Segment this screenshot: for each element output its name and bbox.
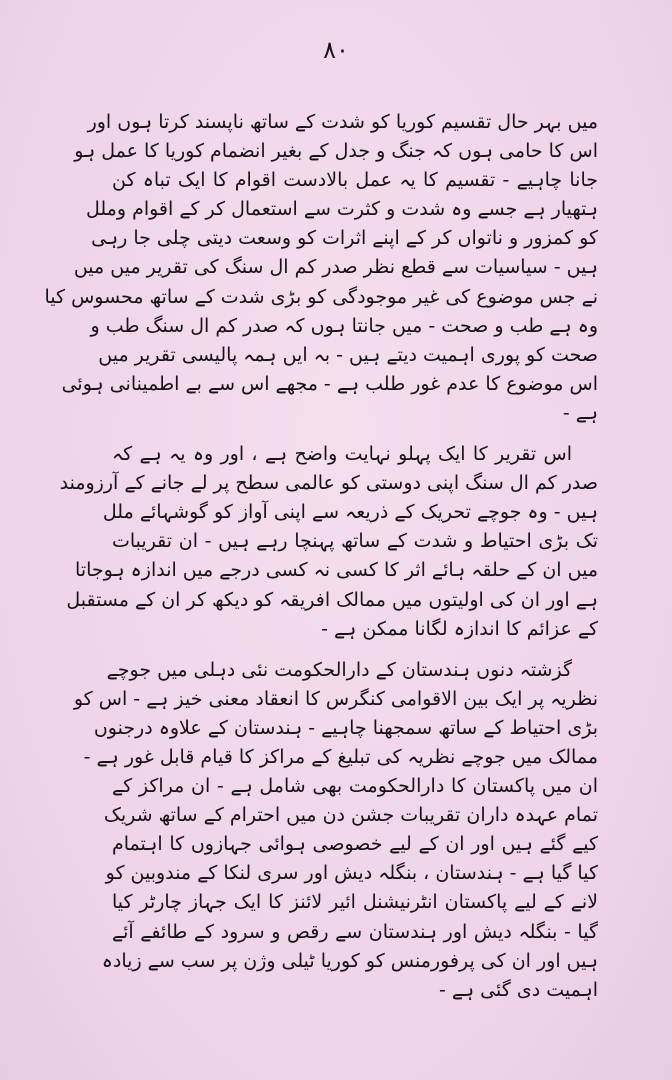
text-line: بڑی احتیاط کے ساتھ سمجھنا چاہیے - ہندستان کے علاوہ درجنوں bbox=[93, 716, 598, 739]
text-line: میں بہر حال تقسیم کوریا کو شدت کے ساتھ ناپسند کرتا ہوں اور bbox=[87, 111, 598, 133]
text-line: ممالک میں جوچے نظریہ کی تبلیغ کے مراکز کا قیام قابل غور ہے - bbox=[83, 745, 598, 768]
text-line: میں ان کے حلقہ ہائے اثر کا کسی نہ کسی درجے میں اندازہ ہوجاتا bbox=[75, 559, 598, 582]
text-line: نظریہ پر ایک بین الاقوامی کنگرس کا انعقاد معنی خیز ہے - اس کو bbox=[73, 687, 598, 710]
text-line: ہیں - وہ جوچے تحریک کے ذریعہ سے اپنی آواز کو گوشہائے ملل bbox=[102, 501, 598, 524]
text-line: صدر کم ال سنگ اپنی دوستی کو عالمی سطح پر لے جانے کے آرزومند bbox=[59, 472, 598, 495]
text-line: کو کمزور و ناتواں کر کے اپنے اثرات کو وسعت دیتی چلی جا رہی bbox=[91, 227, 598, 250]
text-line: گزشتہ دنوں ہندستان کے دارالحکومت نئی دہلی میں جوچے bbox=[106, 658, 572, 681]
text-line: لانے کے لیے پاکستان انٹرنیشنل ائیر لائنز کا ایک جہاز چارٹر کیا bbox=[112, 891, 598, 914]
text-line: ان میں پاکستان کا دارالحکومت بھی شامل ہے - ان مراکز کے bbox=[112, 775, 598, 798]
text-line: ہیں اور ان کی پرفورمنس کو کوریا ٹیلی وژن پر سب سے زیادہ bbox=[101, 949, 598, 972]
text-line: کے عزائم کا اندازہ لگانا ممکن ہے - bbox=[321, 617, 598, 640]
text-line: اس تقریر کا ایک پہلو نہایت واضح ہے ، اور وہ یہ ہے کہ bbox=[112, 443, 572, 466]
text-line: اہمیت دی گئی ہے - bbox=[438, 978, 598, 1001]
page-number: ۸۰ bbox=[323, 36, 349, 64]
page-body bbox=[44, 108, 598, 1017]
text-line: ہیں - سیاسیات سے قطع نظر صدر کم ال سنگ کی تقریر میں میں bbox=[73, 256, 598, 279]
text-line: تمام عہدہ داران تقریبات جشن دن میں احترام کے ساتھ شریک bbox=[103, 804, 598, 827]
text-line: ہے - bbox=[562, 401, 598, 424]
text-line: کیا گیا ہے - ہندستان ، بنگلہ دیش اور سری لنکا کے مندوبین کو bbox=[105, 862, 598, 885]
text-line: تک بڑی احتیاط و شدت کے ساتھ پہنچا رہے ہیں - ان تقریبات bbox=[112, 530, 598, 553]
paragraph-1 bbox=[44, 108, 598, 428]
text-line: کیے گئے ہیں اور ان کے لیے خصوصی ہوائی جہازوں کا اہتمام bbox=[112, 833, 598, 856]
text-line: ہتھیار ہے جسے وہ شدت و کثرت سے استعمال کر کے اقوام وملل bbox=[86, 198, 598, 221]
paragraph-2 bbox=[59, 440, 598, 644]
text-line: نے جس موضوع کی غیر موجودگی کو بڑی شدت کے ساتھ محسوس کیا bbox=[44, 285, 598, 308]
paragraph-3 bbox=[73, 656, 598, 1005]
text-line: گیا - بنگلہ دیش اور ہندستان سے رقص و سرود کے طائفے آئے bbox=[112, 920, 598, 943]
text-line: اس کا حامی ہوں کہ جنگ و جدل کے بغیر انضمام کوریا کا عمل ہو bbox=[74, 140, 598, 163]
text-line: صحت کو پوری اہمیت دیتے ہیں - بہ ایں ہمہ پالیسی تقریر میں bbox=[98, 343, 598, 366]
text-line: ہے اور ان کی اولیتوں میں ممالک افریقہ کو دیکھ کر ان کے مستقبل bbox=[66, 588, 598, 611]
text-line: اس موضوع کا عدم غور طلب ہے - مجھے اس سے بے اطمینانی ہوئی bbox=[61, 372, 598, 395]
text-line: جانا چاہیے - تقسیم کا یہ عمل بالادست اقوام کا ایک تباہ کن bbox=[112, 169, 598, 192]
text-line: وہ ہے طب و صحت - میں جانتا ہوں کہ صدر کم ال سنگ طب و bbox=[90, 314, 598, 337]
